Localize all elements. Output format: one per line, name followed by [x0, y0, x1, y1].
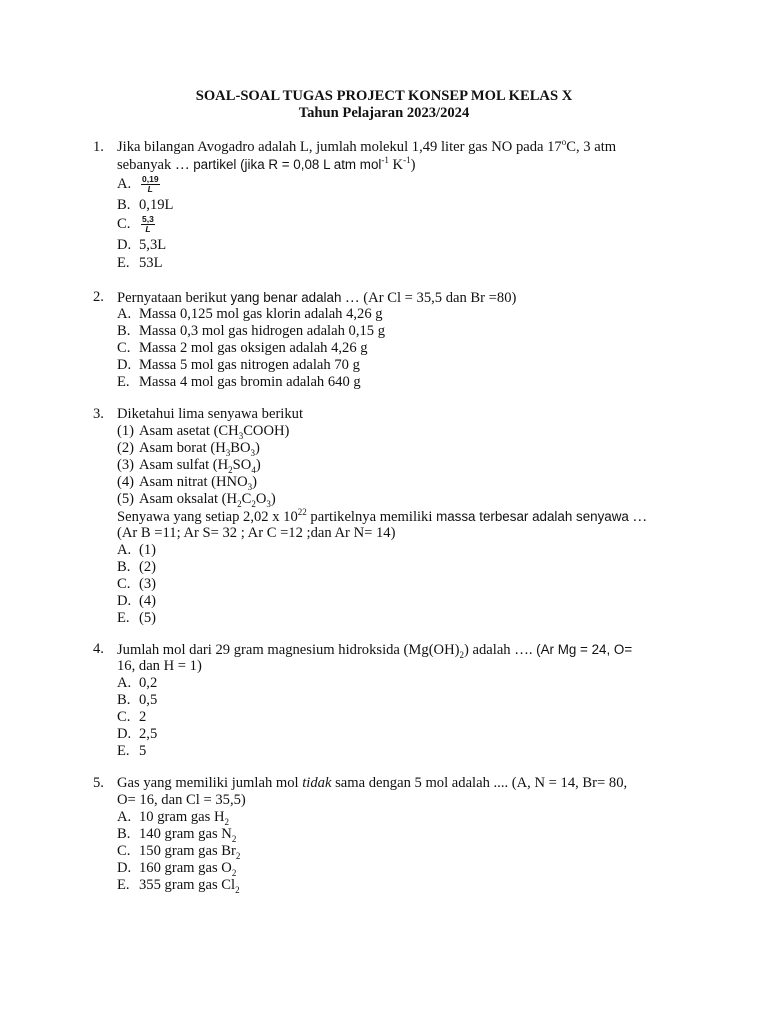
fraction: $\frac{0,19}{L}$	[142, 174, 159, 194]
option-d: D. 160 gram gas $O_2$	[117, 860, 237, 878]
option-d: D. 5,3L	[117, 237, 167, 253]
question-text: Pernyataan berikut yang benar adalah … (Ar Cl = 35,5 dan Br =80)	[117, 290, 517, 306]
question-text-line-2: sebanyak … partikel (jika R = 0,08 L atm mol$^{-1}$ $K^{-1}$)	[117, 155, 416, 173]
option-b: B. 0,19L	[117, 197, 174, 213]
question-text: Jika bilangan Avogadro adalah L, jumlah molekul 1,49 liter gas NO pada 17$^o$C, 3 atm	[117, 137, 617, 155]
question-intro: Diketahui lima senyawa berikut	[117, 406, 304, 422]
option-c: C. Massa 2 mol gas oksigen adalah 4,26 g	[117, 340, 368, 356]
document-title: SOAL-SOAL TUGAS PROJECT KONSEP MOL KELAS X	[195, 88, 573, 104]
atomic-mass-info: (Ar B =11; Ar S= 32 ; Ar C =12 ;dan Ar N= 14)	[117, 525, 396, 541]
question-number: 2.	[93, 289, 104, 305]
question-text-line-2: 16, dan H = 1)	[117, 658, 202, 674]
option-a: A. Massa 0,125 mol gas klorin adalah 4,26 g	[117, 306, 383, 322]
compound-item: (2) Asam borat $(H_3BO_3)$	[117, 440, 260, 458]
option-c: C. $\frac{5,3}{L}$	[117, 214, 154, 234]
option-a: A. 10 gram gas $H_2$	[117, 809, 230, 827]
option-e: E. 355 gram gas $Cl_2$	[117, 877, 240, 895]
question-text: Gas yang memiliki jumlah mol tidak sama dengan 5 mol adalah .... (A, N = 14, Br= 80,	[117, 775, 628, 791]
question-text: Jumlah mol dari 29 gram magnesium hidroksida $(Mg(OH)_2)$ adalah …. (Ar Mg = 24, O=	[117, 642, 633, 660]
option-d: D. 2,5	[117, 726, 158, 742]
option-a: A. 0,2	[117, 675, 158, 691]
option-e: E. 5	[117, 743, 147, 759]
question-number: 1.	[93, 139, 104, 155]
option-b: B. 140 gram gas $N_2$	[117, 826, 237, 844]
option-d: D. Massa 5 mol gas nitrogen adalah 70 g	[117, 357, 360, 373]
option-e: E. Massa 4 mol gas bromin adalah 640 g	[117, 374, 361, 390]
option-c: C. (3)	[117, 576, 157, 592]
question-number: 5.	[93, 775, 104, 791]
option-e: E. 53L	[117, 255, 163, 271]
option-a: A. (1)	[117, 542, 157, 558]
option-c: C. 2	[117, 709, 147, 725]
option-b: B. 0,5	[117, 692, 158, 708]
compound-item: (5) Asam oksalat $(H_2C_2O_3)$	[117, 491, 276, 509]
question-text: Senyawa yang setiap 2,02 x $10^{22}$ partikelnya memiliki massa terbesar adalah senyawa …	[117, 507, 648, 525]
compound-item: (1) Asam asetat $(CH_3COOH)$	[117, 423, 290, 441]
option-e: E. (5)	[117, 610, 157, 626]
question-number: 3.	[93, 406, 104, 422]
option-b: B. (2)	[117, 559, 157, 575]
document-subtitle: Tahun Pelajaran 2023/2024	[298, 105, 470, 121]
question-text-line-2: O= 16, dan Cl = 35,5)	[117, 792, 246, 808]
option-b: B. Massa 0,3 mol gas hidrogen adalah 0,15 g	[117, 323, 386, 339]
question-number: 4.	[93, 641, 104, 657]
fraction: $\frac{5,3}{L}$	[142, 214, 154, 234]
option-d: D. (4)	[117, 593, 157, 609]
compound-item: (4) Asam nitrat $(HNO_3)$	[117, 474, 257, 492]
compound-item: (3) Asam sulfat $(H_2SO_4)$	[117, 457, 261, 475]
option-a: A. $\frac{0,19}{L}$	[117, 174, 159, 194]
option-c: C. 150 gram gas $Br_2$	[117, 843, 241, 861]
